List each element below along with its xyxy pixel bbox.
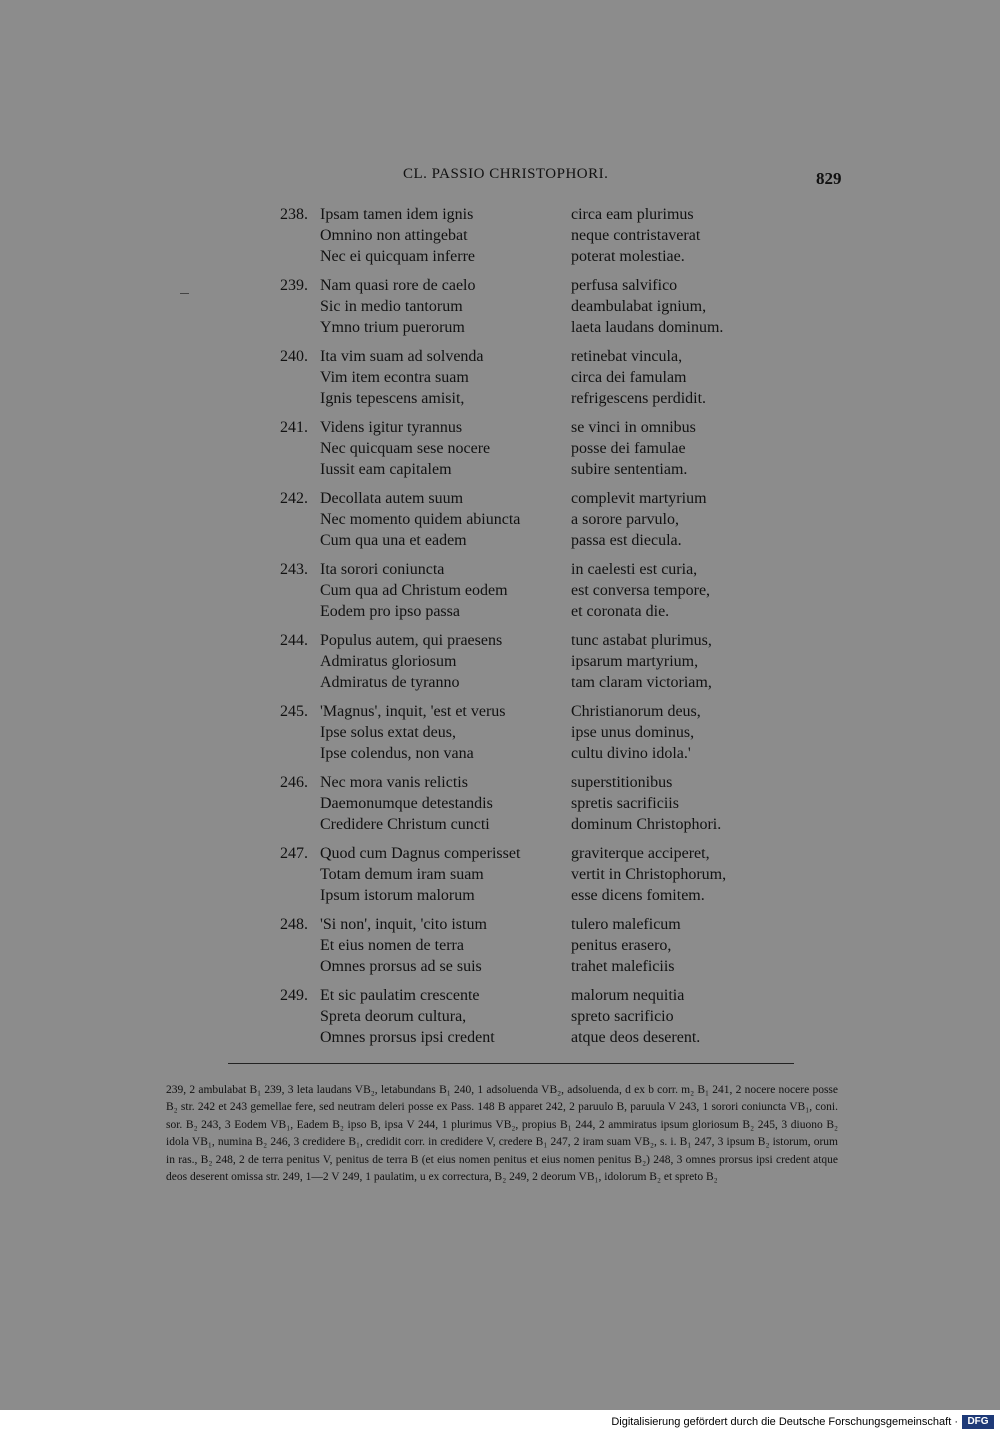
verse-line bbox=[0, 438, 800, 459]
verse-first-half: Nec mora vanis relictis bbox=[320, 774, 468, 791]
stanza-number: 238. bbox=[280, 206, 308, 223]
verse-line bbox=[0, 601, 800, 622]
verse-line bbox=[0, 275, 800, 296]
verse-line bbox=[0, 843, 800, 864]
stanza-number: 245. bbox=[280, 703, 308, 720]
verse-second-half: graviterque acciperet, bbox=[571, 845, 710, 862]
verse-first-half: Ipse solus extat deus, bbox=[320, 724, 456, 741]
verse-first-half: Et sic paulatim crescente bbox=[320, 987, 480, 1004]
footer-credit: Digitalisierung gefördert durch die Deutsche Forschungsgemeinschaft · bbox=[611, 1416, 958, 1428]
verse-line bbox=[0, 367, 800, 388]
verse-second-half: neque contristaverat bbox=[571, 227, 701, 244]
verse-first-half: Sic in medio tantorum bbox=[320, 298, 463, 315]
verse-first-half: Spreta deorum cultura, bbox=[320, 1008, 467, 1025]
verse-line bbox=[0, 630, 800, 651]
verse-line bbox=[0, 246, 800, 267]
verse-line bbox=[0, 864, 800, 885]
verse-second-half: cultu divino idola.' bbox=[571, 745, 691, 762]
verse-first-half: Ipsam tamen idem ignis bbox=[320, 206, 474, 223]
verse-second-half: Christianorum deus, bbox=[571, 703, 701, 720]
verse-second-half: et coronata die. bbox=[571, 603, 670, 620]
verse-first-half: Omnes prorsus ipsi credent bbox=[320, 1029, 495, 1046]
verse-second-half: complevit martyrium bbox=[571, 490, 707, 507]
verse-first-half: Ita sorori coniuncta bbox=[320, 561, 445, 578]
verse-line bbox=[0, 914, 800, 935]
verse-second-half: trahet maleficiis bbox=[571, 958, 675, 975]
verse-line bbox=[0, 225, 800, 246]
verse-line bbox=[0, 793, 800, 814]
verse-line bbox=[0, 580, 800, 601]
verse-first-half: 'Magnus', inquit, 'est et verus bbox=[320, 703, 506, 720]
verse-line bbox=[0, 296, 800, 317]
verse-line bbox=[0, 1006, 800, 1027]
verse-second-half: superstitionibus bbox=[571, 774, 673, 791]
verse-line bbox=[0, 1027, 800, 1048]
verse-first-half: Vim item econtra suam bbox=[320, 369, 469, 386]
verse-first-half: Nec quicquam sese nocere bbox=[320, 440, 491, 457]
verse-first-half: Daemonumque detestandis bbox=[320, 795, 493, 812]
verse-line bbox=[0, 935, 800, 956]
verse-second-half: in caelesti est curia, bbox=[571, 561, 698, 578]
verse-first-half: Nam quasi rore de caelo bbox=[320, 277, 476, 294]
verse-line bbox=[0, 459, 800, 480]
verse-line bbox=[0, 814, 800, 835]
verse-second-half: perfusa salvifico bbox=[571, 277, 678, 294]
verse-first-half: Nec ei quicquam inferre bbox=[320, 248, 476, 265]
footnote-rule bbox=[228, 1063, 794, 1064]
verse-first-half: Omnes prorsus ad se suis bbox=[320, 958, 482, 975]
stanza-number: 248. bbox=[280, 916, 308, 933]
verse-first-half: Credidere Christum cuncti bbox=[320, 816, 490, 833]
verse-second-half: deambulabat ignium, bbox=[571, 298, 707, 315]
verse-first-half: Admiratus de tyranno bbox=[320, 674, 460, 691]
verse-second-half: ipsarum martyrium, bbox=[571, 653, 699, 670]
verse-second-half: circa eam plurimus bbox=[571, 206, 694, 223]
verse-second-half: spreto sacrificio bbox=[571, 1008, 674, 1025]
verse-first-half: Omnino non attingebat bbox=[320, 227, 468, 244]
verse-second-half: atque deos deserent. bbox=[571, 1029, 701, 1046]
verse-second-half: esse dicens fomitem. bbox=[571, 887, 705, 904]
verse-first-half: Et eius nomen de terra bbox=[320, 937, 464, 954]
verse-first-half: Quod cum Dagnus comperisset bbox=[320, 845, 521, 862]
page-number: 829 bbox=[816, 169, 842, 188]
critical-apparatus: 239, 2 ambulabat B₁ 239, 3 leta laudans VB₂, letabundans B₁ 240, 1 adsoluenda VB₂, adsoluenda, d ex b corr. m₂ B₁ 241, 2 nocere nocere posse B₂ str. 242 et 243 gemellae fere, sed neutram deleri posse ex Pass. 148 B apparet 242, 2 paruulo B, paruula V 243, 1 sorori coniuncta VB₁, coni. sor. B₂ 243, 3 Eodem VB₁, Eadem B₂ ipso B, ipsa V 244, 1 plurimus VB₂, propius B₁ 244, 2 ammiratus ipsum gloriosum B₂ 245, 3 diuono B₂ idola VB₁, numina B₂ 246, 3 credidere B₁, credidit corr. in credidere V, credere B₁ 247, 2 iram suam VB₂, s. i. B₁ 247, 3 ipsum B₂ istorum, orum in ras., B₂ 248, 2 de terra penitus V, penitus de terra B (et eius nomen penitus et eius nomen penitus B₂) 248, 3 omnes prorsus ipsi credent atque deos deserent omissa str. 249, 1—2 V 249, 1 paulatim, u ex correctura, B₂ 249, 2 deorum VB₁, idolorum B₂ et spreto B₂ bbox=[166, 1084, 838, 1184]
verse-line bbox=[0, 701, 800, 722]
verse-line bbox=[0, 672, 800, 693]
verse-second-half: posse dei famulae bbox=[571, 440, 686, 457]
stanza-number: 240. bbox=[280, 348, 308, 365]
verse-second-half: se vinci in omnibus bbox=[571, 419, 696, 436]
verse-line bbox=[0, 559, 800, 580]
verse-line bbox=[0, 651, 800, 672]
running-head: CL. PASSIO CHRISTOPHORI. bbox=[403, 166, 609, 182]
verse-second-half: penitus erasero, bbox=[571, 937, 672, 954]
verse-second-half: est conversa tempore, bbox=[571, 582, 711, 599]
verse-second-half: malorum nequitia bbox=[571, 987, 685, 1004]
verse-first-half: Totam demum iram suam bbox=[320, 866, 484, 883]
verse-second-half: tunc astabat plurimus, bbox=[571, 632, 712, 649]
verse-second-half: ipse unus dominus, bbox=[571, 724, 695, 741]
verse-line bbox=[0, 743, 800, 764]
footer-bar bbox=[0, 1410, 1000, 1434]
verse-line bbox=[0, 885, 800, 906]
verse-line bbox=[0, 417, 800, 438]
verse-first-half: Decollata autem suum bbox=[320, 490, 464, 507]
verse-first-half: Cum qua ad Christum eodem bbox=[320, 582, 508, 599]
stanza-number: 246. bbox=[280, 774, 308, 791]
verse-first-half: Iussit eam capitalem bbox=[320, 461, 452, 478]
verse-line bbox=[0, 985, 800, 1006]
verse-line bbox=[0, 509, 800, 530]
stanza-number: 244. bbox=[280, 632, 308, 649]
verse-second-half: poterat molestiae. bbox=[571, 248, 685, 265]
verse-second-half: passa est diecula. bbox=[571, 532, 682, 549]
verse-second-half: spretis sacrificiis bbox=[571, 795, 679, 812]
verse-first-half: Ignis tepescens amisit, bbox=[320, 390, 465, 407]
verse-line bbox=[0, 956, 800, 977]
verse-second-half: vertit in Christophorum, bbox=[571, 866, 727, 883]
verse-line bbox=[0, 488, 800, 509]
stanza-number: 242. bbox=[280, 490, 308, 507]
verse-first-half: 'Si non', inquit, 'cito istum bbox=[320, 916, 487, 933]
verse-second-half: tulero maleficum bbox=[571, 916, 681, 933]
verse-second-half: a sorore parvulo, bbox=[571, 511, 679, 528]
verse-second-half: circa dei famulam bbox=[571, 369, 687, 386]
dfg-logo: DFG bbox=[962, 1415, 994, 1429]
verse-first-half: Nec momento quidem abiuncta bbox=[320, 511, 521, 528]
verse-first-half: Ipse colendus, non vana bbox=[320, 745, 474, 762]
verse-first-half: Admiratus gloriosum bbox=[320, 653, 457, 670]
stanza-number: 243. bbox=[280, 561, 308, 578]
verse-line bbox=[0, 317, 800, 338]
verse-line bbox=[0, 204, 800, 225]
verse-second-half: dominum Christophori. bbox=[571, 816, 722, 833]
verse-second-half: retinebat vincula, bbox=[571, 348, 683, 365]
verse-line bbox=[0, 388, 800, 409]
verse-second-half: refrigescens perdidit. bbox=[571, 390, 707, 407]
verse-line bbox=[0, 530, 800, 551]
verse-second-half: tam claram victoriam, bbox=[571, 674, 712, 691]
verse-first-half: Ipsum istorum malorum bbox=[320, 887, 475, 904]
verse-first-half: Videns igitur tyrannus bbox=[320, 419, 463, 436]
stanza-number: 247. bbox=[280, 845, 308, 862]
verse-first-half: Ymno trium puerorum bbox=[320, 319, 465, 336]
stanza-number: 239. bbox=[280, 277, 308, 294]
verse-second-half: subire sententiam. bbox=[571, 461, 688, 478]
verse-first-half: Cum qua una et eadem bbox=[320, 532, 467, 549]
verse-first-half: Ita vim suam ad solvenda bbox=[320, 348, 484, 365]
verse-first-half: Eodem pro ipso passa bbox=[320, 603, 460, 620]
verse-line bbox=[0, 772, 800, 793]
verse-first-half: Populus autem, qui praesens bbox=[320, 632, 503, 649]
verse-second-half: laeta laudans dominum. bbox=[571, 319, 724, 336]
verse-line bbox=[0, 346, 800, 367]
stanza-number: 241. bbox=[280, 419, 308, 436]
stanza-number: 249. bbox=[280, 987, 308, 1004]
verse-line bbox=[0, 722, 800, 743]
